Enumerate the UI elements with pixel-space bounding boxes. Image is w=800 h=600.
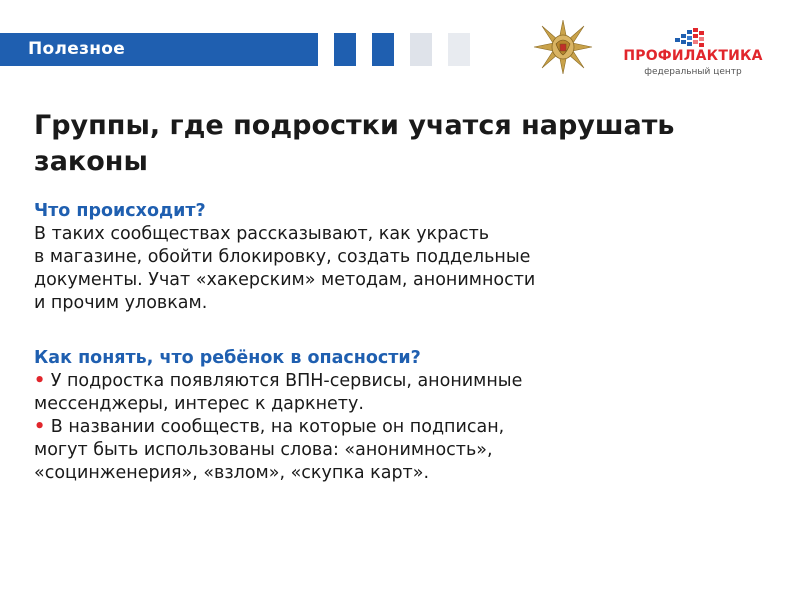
body-line: документы. Учат «хакерским» методам, анонимности: [34, 270, 536, 290]
body-line: мессенджеры, интерес к даркнету.: [34, 394, 364, 414]
header-square: [372, 33, 394, 66]
section-heading: Что происходит?: [34, 201, 206, 221]
bullet-text: У подростка появляются ВПН-сервисы, анонимные: [50, 371, 523, 391]
bullet-item: [34, 370, 754, 393]
header-label: Полезное: [28, 39, 126, 59]
body-line: могут быть использованы слова: «анонимность»,: [34, 440, 493, 460]
logo-title: ПРОФИЛАКТИКА: [623, 48, 763, 64]
logo-subtitle: федеральный центр: [644, 67, 742, 77]
header-square: [334, 33, 356, 66]
section-danger-signs: [34, 347, 754, 485]
emblem-icon: [532, 18, 594, 76]
bullet-text: В названии сообществ, на которые он подписан,: [50, 417, 505, 437]
page-title: [34, 108, 764, 180]
header-bar: [0, 33, 318, 66]
body-line: «социнженерия», «взлом», «скупка карт».: [34, 463, 430, 483]
header-square: [448, 33, 470, 66]
body-line: и прочим уловкам.: [34, 293, 208, 313]
logo-grid-icon: [674, 26, 708, 48]
bullet-icon: •: [34, 371, 46, 391]
bullet-icon: •: [34, 417, 46, 437]
title-line: Группы, где подростки учатся нарушать: [34, 110, 675, 141]
title-line: законы: [34, 146, 148, 177]
section-heading: Как понять, что ребёнок в опасности?: [34, 348, 421, 368]
body-line: В таких сообществах рассказывают, как украсть: [34, 224, 490, 244]
logo: [612, 26, 774, 80]
bullet-item: [34, 416, 754, 439]
header-square: [410, 33, 432, 66]
section-what-happens: [34, 200, 754, 315]
body-line: в магазине, обойти блокировку, создать поддельные: [34, 247, 531, 267]
